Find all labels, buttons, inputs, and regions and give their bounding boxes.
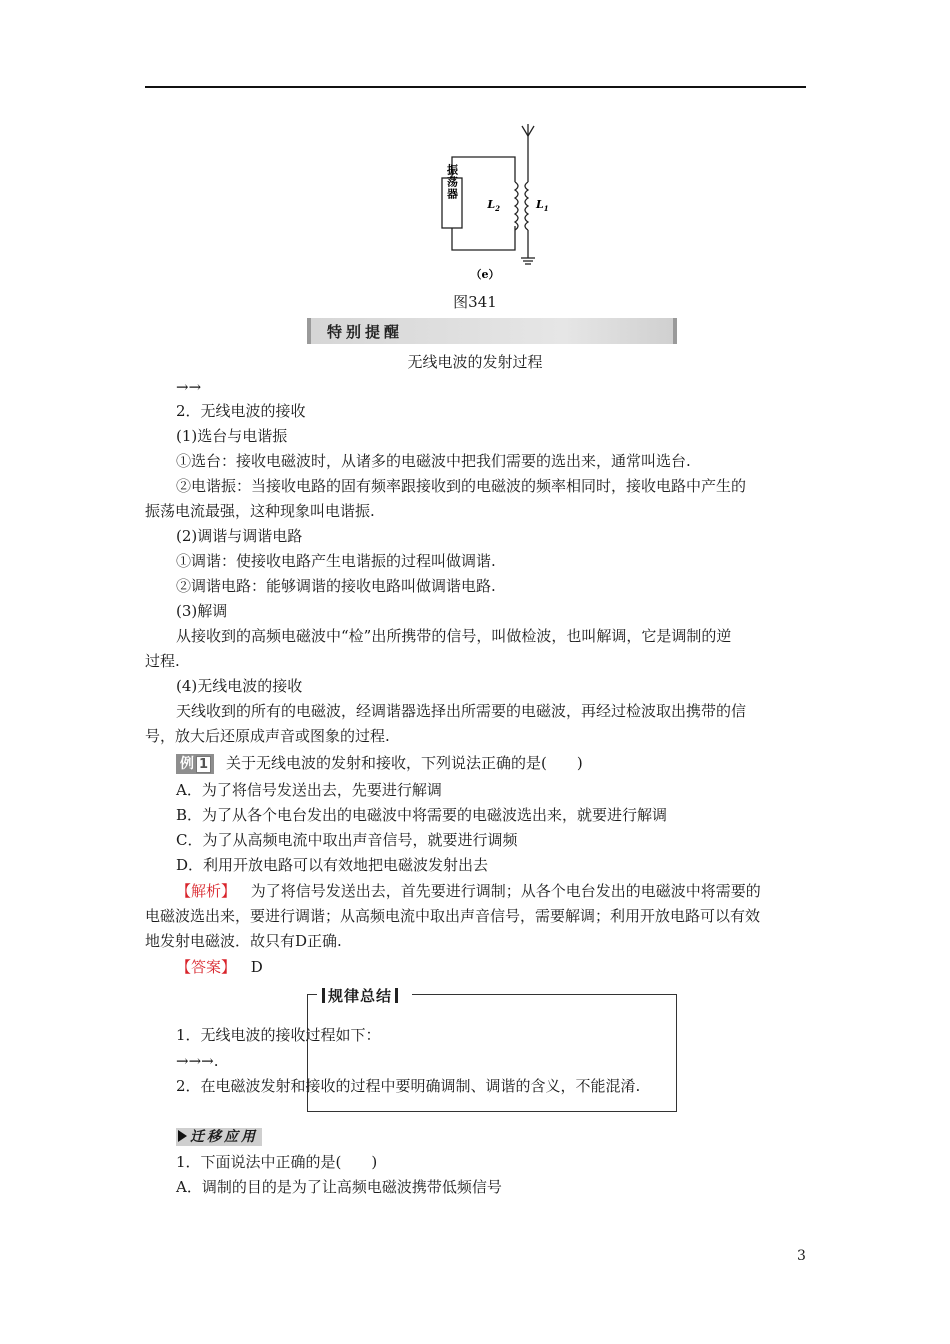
figure-caption: 图341 <box>453 293 497 311</box>
paragraph: 天线收到的所有的电磁波，经调谐器选择出所需要的电磁波，再经过检波取出携带的信 <box>176 702 747 720</box>
paragraph: ①选台：接收电磁波时，从诸多的电磁波中把我们需要的选出来，通常叫选台. <box>176 452 691 470</box>
option-b: B．为了从各个电台发出的电磁波中将需要的电磁波选出来，就要进行解调 <box>176 806 668 824</box>
paragraph: ②调谐电路：能够调谐的接收电路叫做调谐电路. <box>176 577 496 595</box>
reminder-arrows: →→ <box>176 378 202 396</box>
example-question: 关于无线电波的发射和接收，下列说法正确的是( ) <box>226 754 583 772</box>
coil-l1-label: $L_1$ <box>536 198 549 213</box>
summary-title: 规律总结 <box>317 985 403 1006</box>
subsection-4: (4)无线电波的接收 <box>176 677 303 695</box>
subsection-3: (3)解调 <box>176 602 228 620</box>
subsection-1: (1)选台与电谐振 <box>176 427 288 445</box>
analysis-tag: 【解析】 <box>176 882 237 900</box>
subsection-2: (2)调谐与调谐电路 <box>176 527 303 545</box>
analysis-text: 电磁波选出来，要进行调谐；从高频电流中取出声音信号，需要解调；利用开放电路可以有效 <box>145 907 761 925</box>
answer-value: D <box>250 958 263 976</box>
triangle-icon <box>178 1130 187 1142</box>
analysis-line <box>176 881 761 901</box>
banner-label: 特别提醒 <box>327 323 404 341</box>
example-badge: 例 1 <box>176 754 214 774</box>
reminder-title: 无线电波的发射过程 <box>407 353 543 371</box>
coil-l2-label: $L_2$ <box>487 198 500 213</box>
section-heading: 2．无线电波的接收 <box>176 402 306 420</box>
answer-tag: 【答案】 <box>176 958 237 976</box>
paragraph: 振荡电流最强，这种现象叫电谐振. <box>145 502 375 520</box>
analysis-text: 为了将信号发送出去，首先要进行调制；从各个电台发出的电磁波中将需要的 <box>250 882 761 900</box>
paragraph: 号，放大后还原成声音或图象的过程. <box>145 727 390 745</box>
summary-item: 1．无线电波的接收过程如下： <box>176 1026 381 1044</box>
option-d: D．利用开放电路可以有效地把电磁波发射出去 <box>176 856 489 874</box>
summary-arrows: →→→. <box>176 1052 219 1070</box>
summary-item: 2．在电磁波发射和接收的过程中要明确调制、调谐的含义，不能混淆. <box>176 1077 641 1095</box>
circuit-diagram <box>430 122 570 281</box>
paragraph: 从接收到的高频电磁波中“检”出所携带的信号，叫做检波，也叫解调，它是调制的逆 <box>176 627 732 645</box>
figure-sub-caption: （e） <box>470 268 500 281</box>
reminder-banner <box>307 318 677 344</box>
option-c: C．为了从高频电流中取出声音信号，就要进行调频 <box>176 831 518 849</box>
transfer-tag: 迁移应用 <box>176 1128 262 1146</box>
paragraph: ②电谐振：当接收电路的固有频率跟接收到的电磁波的频率相同时，接收电路中产生的 <box>176 477 747 495</box>
option-a: A．为了将信号发送出去，先要进行解调 <box>176 781 442 799</box>
header-rule <box>145 86 806 88</box>
analysis-text: 地发射电磁波．故只有D正确. <box>145 932 342 950</box>
transfer-option-a: A．调制的目的是为了让高频电磁波携带低频信号 <box>176 1178 502 1196</box>
example-question-line <box>176 753 583 774</box>
page-number: 3 <box>797 1248 806 1264</box>
transfer-question: 1．下面说法中正确的是( ) <box>176 1153 378 1171</box>
paragraph: 过程. <box>145 652 180 670</box>
oscillator-label: 振荡器 <box>445 164 459 200</box>
paragraph: ①调谐：使接收电路产生电谐振的过程叫做调谐. <box>176 552 496 570</box>
answer-line <box>176 957 263 977</box>
